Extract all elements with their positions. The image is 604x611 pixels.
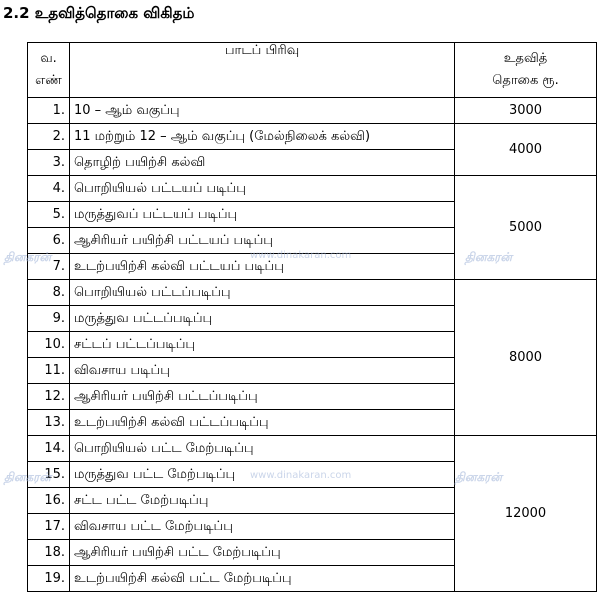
row-course: உடற்பயிற்சி கல்வி பட்ட மேற்படிப்பு [70, 566, 455, 592]
row-serial: 9. [28, 306, 70, 332]
header-amount-line2: தொகை ரூ. [492, 73, 559, 88]
row-serial: 2. [28, 124, 70, 150]
row-serial: 16. [28, 488, 70, 514]
table-row [28, 176, 597, 202]
amount-cell: 12000 [455, 436, 597, 592]
row-serial: 1. [28, 98, 70, 124]
row-serial: 5. [28, 202, 70, 228]
scholarship-rate-table [27, 42, 597, 592]
row-serial: 4. [28, 176, 70, 202]
row-course: விவசாய படிப்பு [70, 358, 455, 384]
header-course: பாடப் பிரிவு [70, 43, 455, 98]
row-serial: 14. [28, 436, 70, 462]
table-row [28, 124, 597, 150]
table-row [28, 436, 597, 462]
row-serial: 3. [28, 150, 70, 176]
amount-cell: 3000 [455, 98, 597, 124]
amount-cell: 5000 [455, 176, 597, 280]
row-course: ஆசிரியர் பயிற்சி பட்டப்படிப்பு [70, 384, 455, 410]
watermark-logo: தினகரன் [4, 470, 51, 484]
row-course: 10 – ஆம் வகுப்பு [70, 98, 455, 124]
row-serial: 8. [28, 280, 70, 306]
row-course: ஆசிரியர் பயிற்சி பட்டயப் படிப்பு [70, 228, 455, 254]
watermark-url: www.dinakaran.com [250, 470, 352, 481]
row-serial: 7. [28, 254, 70, 280]
header-serial-line1: வ. [40, 51, 57, 66]
row-course: மருத்துவ பட்டப்படிப்பு [70, 306, 455, 332]
header-serial-line2: எண் [35, 73, 62, 88]
table-row [28, 280, 597, 306]
header-amount [455, 43, 597, 98]
amount-cell: 4000 [455, 124, 597, 176]
row-course: 11 மற்றும் 12 – ஆம் வகுப்பு (மேல்நிலைக் கல்வி) [70, 124, 455, 150]
row-serial: 11. [28, 358, 70, 384]
row-serial: 6. [28, 228, 70, 254]
row-serial: 17. [28, 514, 70, 540]
row-serial: 13. [28, 410, 70, 436]
row-course: மருத்துவ பட்ட மேற்படிப்பு [70, 462, 455, 488]
row-serial: 12. [28, 384, 70, 410]
section-title: 2.2 உதவித்தொகை விகிதம் [3, 4, 195, 22]
table-row [28, 98, 597, 124]
row-course: பொறியியல் பட்ட மேற்படிப்பு [70, 436, 455, 462]
row-serial: 18. [28, 540, 70, 566]
row-course: ஆசிரியர் பயிற்சி பட்ட மேற்படிப்பு [70, 540, 455, 566]
row-course: உடற்பயிற்சி கல்வி பட்டப்படிப்பு [70, 410, 455, 436]
watermark-logo: தினகரன் [465, 250, 512, 264]
header-serial-number [28, 43, 70, 98]
row-course: சட்ட பட்ட மேற்படிப்பு [70, 488, 455, 514]
watermark-logo: தினகரன் [455, 470, 502, 484]
row-serial: 15. [28, 462, 70, 488]
row-serial: 10. [28, 332, 70, 358]
watermark-url: www.dinakaran.com [250, 250, 352, 261]
row-course: விவசாய பட்ட மேற்படிப்பு [70, 514, 455, 540]
watermark-logo: தினகரன் [4, 250, 51, 264]
amount-cell: 8000 [455, 280, 597, 436]
row-course: மருத்துவப் பட்டயப் படிப்பு [70, 202, 455, 228]
header-amount-line1: உதவித் [503, 51, 548, 66]
row-course: சட்டப் பட்டப்படிப்பு [70, 332, 455, 358]
row-course: பொறியியல் பட்டயப் படிப்பு [70, 176, 455, 202]
table-header-row [28, 43, 597, 98]
row-course: உடற்பயிற்சி கல்வி பட்டயப் படிப்பு [70, 254, 455, 280]
row-course: தொழிற் பயிற்சி கல்வி [70, 150, 455, 176]
row-serial: 19. [28, 566, 70, 592]
row-course: பொறியியல் பட்டப்படிப்பு [70, 280, 455, 306]
